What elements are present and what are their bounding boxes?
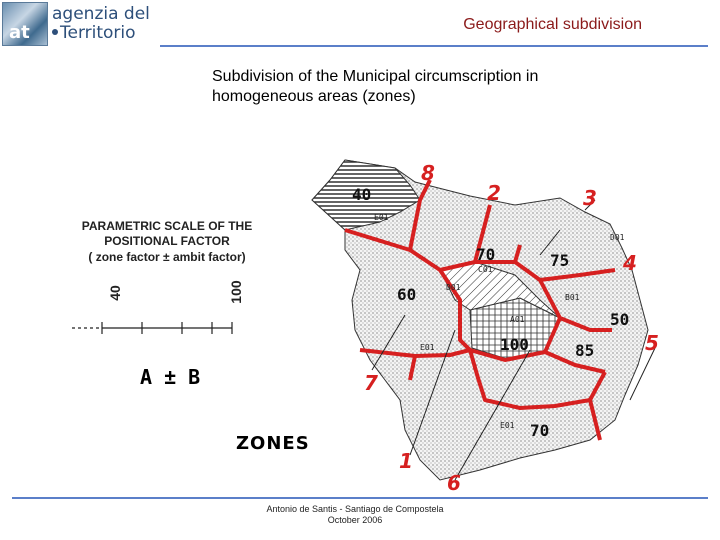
zone-value-100: 100 <box>500 335 529 354</box>
zone-number-4: 4 <box>623 251 637 275</box>
map-code-e01-bottom: E01 <box>500 421 515 430</box>
scale-subtitle: ( zone factor ± ambit factor) <box>88 250 246 264</box>
parametric-scale-axis <box>72 322 232 334</box>
zone-value-75: 75 <box>550 251 570 270</box>
map-code-d01-east: D01 <box>610 233 625 242</box>
zone-value-50: 50 <box>610 310 630 329</box>
slide-title: Geographical subdivision <box>463 16 642 33</box>
zone-value-70-north: 70 <box>476 245 496 264</box>
map-code-b01: B01 <box>565 293 580 302</box>
footer-date: October 2006 <box>327 515 383 525</box>
zone-value-70-south: 70 <box>530 421 550 440</box>
footer-author: Antonio de Santis - Santiago de Compostela <box>266 504 444 514</box>
zone-number-7: 7 <box>364 371 378 395</box>
zone-number-1: 1 <box>399 449 413 473</box>
zone-number-5: 5 <box>645 331 659 355</box>
zone-number-8: 8 <box>421 161 435 185</box>
zone-value-60: 60 <box>397 285 417 304</box>
zone-value-40: 40 <box>352 185 372 204</box>
logo-text-line1: agenzia del <box>52 4 150 24</box>
map-code-c01: C01 <box>478 265 493 274</box>
map-code-e01-west: E01 <box>420 343 435 352</box>
map-code-a01: A01 <box>510 315 525 324</box>
logo-text-line2: Territorio <box>60 23 136 43</box>
map-code-d01: D01 <box>446 283 461 292</box>
zones-label: ZONES <box>236 433 310 454</box>
scale-title-line1: PARAMETRIC SCALE OF THE <box>81 219 253 233</box>
subtitle-line2: homogeneous areas (zones) <box>212 88 416 105</box>
zone-value-85: 85 <box>575 341 595 360</box>
map-code-e01-top: E01 <box>374 213 389 222</box>
zone-number-2: 2 <box>487 181 501 205</box>
scale-label-40: 40 <box>107 285 123 301</box>
scale-label-100: 100 <box>228 280 244 304</box>
scale-title <box>58 219 276 249</box>
subtitle-line1: Subdivision of the Municipal circumscription in <box>212 68 539 85</box>
logo-mark-text: at <box>9 22 30 43</box>
footer-credit <box>230 504 480 526</box>
scale-title-line2: POSITIONAL FACTOR <box>104 234 230 248</box>
scale-formula: A ± B <box>140 365 201 389</box>
footer-divider <box>12 497 708 499</box>
zone-number-3: 3 <box>583 186 597 210</box>
zone-number-6: 6 <box>447 471 461 495</box>
